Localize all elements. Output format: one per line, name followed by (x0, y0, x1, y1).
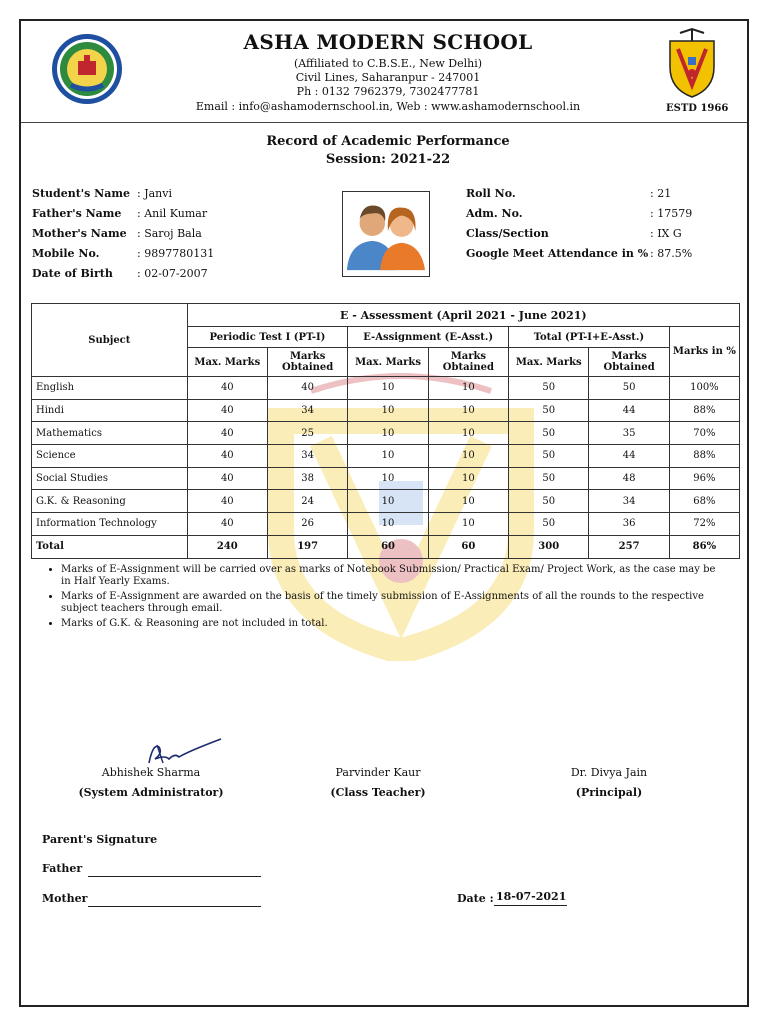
easst-max-cell: 60 (348, 535, 428, 558)
easst-max-cell: 10 (348, 490, 428, 513)
total-max-cell: 50 (509, 490, 589, 513)
subject-cell: G.K. & Reasoning (32, 490, 188, 513)
pt1-max-cell: 40 (187, 422, 267, 445)
marks-table (31, 303, 740, 559)
subject-cell: Social Studies (32, 467, 188, 490)
student-name-label: Student's Name (32, 187, 131, 200)
easst-max-cell: 10 (348, 445, 428, 468)
school-name: ASHA MODERN SCHOOL (243, 30, 533, 54)
pt1-obtained-cell: 34 (267, 445, 347, 468)
easst-max-header: Max. Marks (348, 348, 428, 377)
pt1-obtained-cell: 24 (267, 490, 347, 513)
report-card-frame (19, 19, 749, 1007)
pt1-obtained-header: Marks Obtained (267, 348, 347, 377)
date-underline (494, 905, 567, 906)
easst-obtained-cell: 10 (428, 422, 508, 445)
principal-role: (Principal) (575, 786, 643, 799)
easst-obtained-header: Marks Obtained (428, 348, 508, 377)
total-obtained-cell: 34 (589, 490, 669, 513)
subject-cell: Information Technology (32, 513, 188, 536)
mother-name-value: : Saroj Bala (137, 227, 202, 240)
easst-max-cell: 10 (348, 467, 428, 490)
easst-header: E-Assignment (E-Asst.) (348, 327, 509, 348)
mother-signature-label: Mother (42, 892, 88, 905)
school-header (21, 21, 747, 123)
percent-cell: 100% (669, 377, 739, 400)
total-max-header: Max. Marks (509, 348, 589, 377)
table-row (32, 467, 740, 490)
note-item: • Marks of E-Assignment are awarded on the basis of the timely submission of E-Assignments of all the rounds to the respective subject teachers through email. (61, 591, 721, 615)
pt1-max-header: Max. Marks (187, 348, 267, 377)
total-obtained-cell: 44 (589, 399, 669, 422)
parent-signature-heading: Parent's Signature (42, 833, 158, 846)
note-item: • Marks of E-Assignment will be carried over as marks of Notebook Submission/ Practical Exam/ Project Work, as the case may be in Half Yearly Exams. (61, 564, 721, 588)
father-name-value: : Anil Kumar (137, 207, 208, 220)
school-contact: Email : info@ashamodernschool.in, Web : www.ashamodernschool.in (195, 100, 581, 113)
student-photo-placeholder-icon (342, 191, 430, 277)
pt1-max-cell: 40 (187, 467, 267, 490)
total-obtained-cell: 35 (589, 422, 669, 445)
percent-cell: 68% (669, 490, 739, 513)
father-signature-line (88, 876, 261, 877)
sysadmin-name: Abhishek Sharma (101, 766, 201, 779)
pt1-obtained-cell: 38 (267, 467, 347, 490)
established-year: ESTD 1966 (666, 103, 729, 114)
report-session: Session: 2021-22 (325, 152, 451, 167)
pt1-obtained-cell: 34 (267, 399, 347, 422)
easst-max-cell: 10 (348, 399, 428, 422)
table-row (32, 490, 740, 513)
subject-cell: English (32, 377, 188, 400)
mobile-label: Mobile No. (32, 247, 100, 260)
total-row (32, 535, 740, 558)
class-section-value: : IX G (650, 227, 682, 240)
school-address: Civil Lines, Saharanpur - 247001 (295, 71, 481, 84)
pt1-max-cell: 240 (187, 535, 267, 558)
report-title: Record of Academic Performance (266, 134, 510, 149)
percent-cell: 96% (669, 467, 739, 490)
total-max-cell: 50 (509, 513, 589, 536)
total-max-cell: 50 (509, 399, 589, 422)
subject-cell: Total (32, 535, 188, 558)
table-row (32, 445, 740, 468)
total-max-cell: 50 (509, 445, 589, 468)
easst-obtained-cell: 60 (428, 535, 508, 558)
mobile-value: : 9897780131 (137, 247, 215, 260)
subject-cell: Science (32, 445, 188, 468)
notes-list (41, 564, 721, 633)
school-phone: Ph : 0132 7962379, 7302477781 (296, 85, 480, 98)
assessment-header: E - Assessment (April 2021 - June 2021) (187, 304, 739, 327)
mother-name-label: Mother's Name (32, 227, 127, 240)
total-obtained-cell: 36 (589, 513, 669, 536)
easst-obtained-cell: 10 (428, 377, 508, 400)
total-obtained-cell: 44 (589, 445, 669, 468)
percent-cell: 88% (669, 399, 739, 422)
pt1-obtained-cell: 40 (267, 377, 347, 400)
date-label: Date : (457, 892, 494, 905)
percent-cell: 86% (669, 535, 739, 558)
roll-no-value: : 21 (650, 187, 672, 200)
table-row (32, 422, 740, 445)
pt1-max-cell: 40 (187, 490, 267, 513)
total-obtained-cell: 257 (589, 535, 669, 558)
adm-no-value: : 17579 (650, 207, 693, 220)
class-section-label: Class/Section (466, 227, 549, 240)
total-obtained-header: Marks Obtained (589, 348, 669, 377)
easst-obtained-cell: 10 (428, 399, 508, 422)
easst-max-cell: 10 (348, 422, 428, 445)
easst-max-cell: 10 (348, 513, 428, 536)
father-name-label: Father's Name (32, 207, 122, 220)
adm-no-label: Adm. No. (466, 207, 523, 220)
easst-obtained-cell: 10 (428, 445, 508, 468)
subject-cell: Hindi (32, 399, 188, 422)
total-max-cell: 50 (509, 377, 589, 400)
easst-obtained-cell: 10 (428, 490, 508, 513)
subject-header: Subject (32, 304, 188, 377)
pt1-header: Periodic Test I (PT-I) (187, 327, 348, 348)
dob-label: Date of Birth (32, 267, 113, 280)
easst-obtained-cell: 10 (428, 467, 508, 490)
pt1-obtained-cell: 197 (267, 535, 347, 558)
total-max-cell: 50 (509, 422, 589, 445)
percent-header: Marks in % (669, 327, 739, 377)
easst-max-cell: 10 (348, 377, 428, 400)
pt1-max-cell: 40 (187, 445, 267, 468)
attendance-label: Google Meet Attendance in % (466, 247, 649, 260)
student-name-value: : Janvi (137, 187, 172, 200)
table-row (32, 399, 740, 422)
school-affiliation: (Affiliated to C.B.S.E., New Delhi) (293, 57, 483, 70)
easst-obtained-cell: 10 (428, 513, 508, 536)
table-row (32, 377, 740, 400)
percent-cell: 70% (669, 422, 739, 445)
total-group-header: Total (PT-I+E-Asst.) (509, 327, 670, 348)
pt1-obtained-cell: 26 (267, 513, 347, 536)
table-row (32, 513, 740, 536)
total-obtained-cell: 50 (589, 377, 669, 400)
dob-value: : 02-07-2007 (137, 267, 208, 280)
school-crest-icon (664, 27, 720, 99)
total-max-cell: 300 (509, 535, 589, 558)
attendance-value: : 87.5% (650, 247, 693, 260)
sysadmin-role: (System Administrator) (78, 786, 224, 799)
total-max-cell: 50 (509, 467, 589, 490)
pt1-max-cell: 40 (187, 377, 267, 400)
pt1-max-cell: 40 (187, 399, 267, 422)
mother-signature-line (88, 906, 261, 907)
percent-cell: 88% (669, 445, 739, 468)
principal-name: Dr. Divya Jain (570, 766, 648, 779)
handwritten-signature-icon (139, 733, 229, 767)
total-obtained-cell: 48 (589, 467, 669, 490)
subject-cell: Mathematics (32, 422, 188, 445)
percent-cell: 72% (669, 513, 739, 536)
pt1-max-cell: 40 (187, 513, 267, 536)
marks-table-body (32, 377, 740, 559)
class-teacher-name: Parvinder Kaur (335, 766, 421, 779)
father-signature-label: Father (42, 862, 83, 875)
date-value: 18-07-2021 (496, 890, 567, 903)
class-teacher-role: (Class Teacher) (330, 786, 426, 799)
note-item: • Marks of G.K. & Reasoning are not included in total. (61, 618, 721, 630)
roll-no-label: Roll No. (466, 187, 516, 200)
pt1-obtained-cell: 25 (267, 422, 347, 445)
